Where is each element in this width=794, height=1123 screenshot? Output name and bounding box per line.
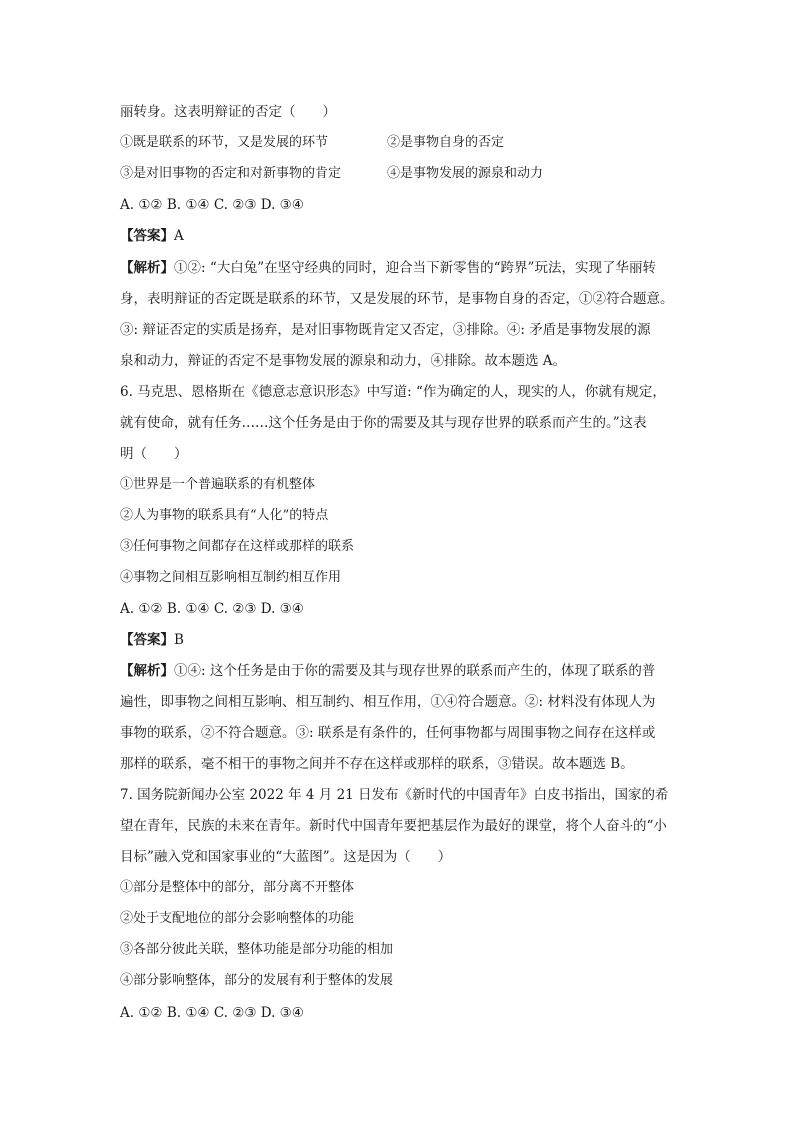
q6-answer-label: 【答案】: [120, 632, 174, 648]
q5-option-row-2: [120, 164, 544, 184]
q6-analysis-line-2: 遍性，即事物之间相互影响、相互制约、相互作用，①④符合题意。②: 材料没有体现人为: [120, 694, 656, 710]
q6-stem-line-3: 明（ ）: [120, 446, 188, 462]
q5-choices: A. ①② B. ①④ C. ②③ D. ③④: [120, 197, 304, 213]
q5-analysis-line-2: 身，表明辩证的否定既是联系的环节，又是发展的环节，是事物自身的否定，①②符合题意。: [120, 291, 674, 307]
q5-analysis-line-4: 泉和动力，辩证的否定不是事物发展的源泉和动力，④排除。故本题选 A。: [120, 353, 567, 369]
q5-option-1: ①既是联系的环节，又是发展的环节: [120, 135, 329, 150]
q7-option-2: ②处于支配地位的部分会影响整体的功能: [120, 911, 355, 926]
q5-analysis-label: 【解析】: [120, 260, 174, 276]
q6-analysis-text-1: ①④: 这个任务是由于你的需要及其与现存世界的联系而产生的，体现了联系的普: [174, 663, 656, 679]
q6-analysis-line-4: 那样的联系，毫不相干的事物之间并不存在这样或那样的联系，③错误。故本题选 B。: [120, 756, 634, 772]
q7-choices: A. ①② B. ①④ C. ②③ D. ③④: [120, 1005, 304, 1021]
q7-option-1: ①部分是整体中的部分，部分离不开整体: [120, 880, 355, 895]
q6-stem-line-2: 就有使命，就有任务……这个任务是由于你的需要及其与现存世界的联系而产生的。”这表: [120, 415, 647, 431]
q5-answer-value: A: [174, 228, 184, 244]
q6-choices: A. ①② B. ①④ C. ②③ D. ③④: [120, 601, 304, 617]
q5-analysis-line-3: ③: 辩证否定的实质是扬弃，是对旧事物既肯定又否定，③排除。④: 矛盾是事物发展的源: [120, 322, 651, 338]
q7-option-3: ③各部分彼此关联，整体功能是部分功能的相加: [120, 942, 394, 957]
q6-analysis-label: 【解析】: [120, 663, 174, 679]
q6-answer-value: B: [174, 632, 184, 648]
q7-option-4: ④部分影响整体，部分的发展有利于整体的发展: [120, 973, 394, 988]
q6-stem-line-1: 6. 马克思、恩格斯在《德意志意识形态》中写道: “作为确定的人，现实的人，你就有规定，: [120, 384, 666, 400]
q6-option-3: ③任何事物之间都存在这样或那样的联系: [120, 539, 355, 554]
q5-stem-tail: 丽转身。这表明辩证的否定（ ）: [120, 104, 336, 120]
q5-answer-label: 【答案】: [120, 228, 174, 244]
q6-answer: [120, 630, 184, 650]
q6-option-1: ①世界是一个普遍联系的有机整体: [120, 477, 316, 492]
q6-analysis-line-1: [120, 661, 655, 681]
q7-stem-line-1: 7. 国务院新闻办公室 2022 年 4 月 21 日发布《新时代的中国青年》白皮书指出，国家的希: [120, 787, 669, 803]
q6-option-4: ④事物之间相互影响相互制约相互作用: [120, 570, 342, 585]
q6-option-2: ②人为事物的联系具有“人化”的特点: [120, 508, 329, 523]
q5-option-2: ②是事物自身的否定: [387, 135, 505, 150]
q5-option-row-1: [120, 133, 505, 153]
q5-option-4: ④是事物发展的源泉和动力: [387, 166, 544, 181]
q5-option-3: ③是对旧事物的否定和对新事物的肯定: [120, 166, 342, 181]
q5-answer: [120, 226, 184, 246]
q7-stem-line-3: 目标”融入党和国家事业的“大蓝图”。这是因为（ ）: [120, 849, 452, 865]
q7-stem-line-2: 望在青年，民族的未来在青年。新时代中国青年要把基层作为最好的课堂，将个人奋斗的“小: [120, 818, 667, 834]
q5-analysis-line-1: [120, 258, 656, 278]
q5-analysis-text-1: ①②: “大白兔”在坚守经典的同时，迎合当下新零售的“跨界”玩法，实现了华丽转: [174, 260, 656, 276]
q6-analysis-line-3: 事物的联系，②不符合题意。③: 联系是有条件的，任何事物都与周围事物之间存在这样或: [120, 725, 656, 741]
